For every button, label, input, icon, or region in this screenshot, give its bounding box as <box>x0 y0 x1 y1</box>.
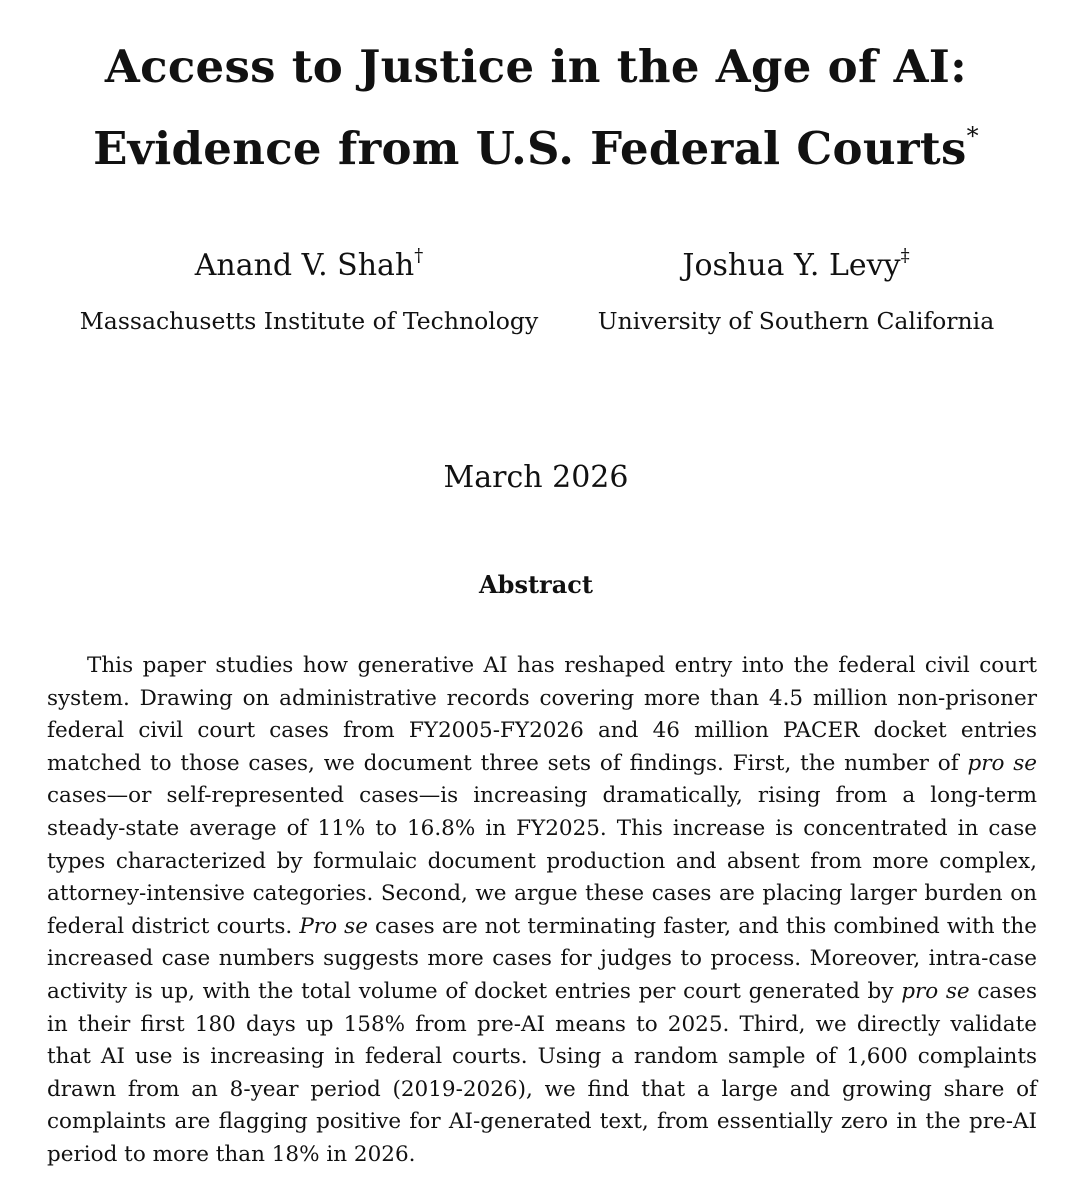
abstract-segment-italic: pro se <box>967 750 1037 776</box>
author-affiliation-2: University of Southern California <box>597 307 995 335</box>
author-affiliation-1: Massachusetts Institute of Technology <box>79 307 539 335</box>
title-line-2-text: Evidence from U.S. Federal Courts <box>93 122 967 175</box>
author-2-footnote-mark: ‡ <box>900 245 910 266</box>
title-line-1: Access to Justice in the Age of AI: <box>104 40 968 93</box>
author-block-2 <box>536 244 1056 336</box>
abstract-segment: cases are not terminating faster, and this combined with the increased case numbers suggests more cases for judges to process. Moreover, intra-case activity is up, with the total volume of docket entries per court generated by <box>47 913 1037 1004</box>
abstract-segment: cases in their first 180 days up 158% from pre-AI means to 2025. Third, we directly validate that AI use is increasing in federal courts. Using a random sample of 1,600 complaints drawn from an 8-year period (2019-2026), we find that a large and growing share of complaints are flagging positive for AI-generated text, from essentially zero in the pre-AI period to more than 18% in 2026. <box>47 978 1038 1167</box>
abstract-heading: Abstract <box>479 570 593 599</box>
abstract-text <box>47 650 1037 1172</box>
author-name-1 <box>49 244 569 288</box>
author-name-2-text: Joshua Y. Levy <box>682 248 901 283</box>
paper-date: March 2026 <box>443 460 629 495</box>
abstract-segment-italic: Pro se <box>299 913 368 939</box>
author-1-footnote-mark: † <box>414 245 424 266</box>
abstract-segment: cases—or self-represented cases—is increasing dramatically, rising from a long-term steady-state average of 11% to 16.8% in FY2025. This increase is concentrated in case types characterized by formulaic document production and absent from more complex, attorney-intensive categories. Second, we argue these cases are placing larger burden on federal district courts. <box>47 783 1037 939</box>
author-block-1 <box>49 244 569 336</box>
author-name-2 <box>536 244 1056 288</box>
paper-title <box>0 26 1072 190</box>
title-footnote-mark: * <box>966 122 979 150</box>
author-name-1-text: Anand V. Shah <box>194 248 415 283</box>
title-line-2 <box>0 108 1072 190</box>
abstract-segment: This paper studies how generative AI has reshaped entry into the federal civil court system. Drawing on administrative records covering more than 4.5 million non-prisoner federal civil court cases from FY2005-FY2026 and 46 million PACER docket entries matched to those cases, we document three sets of findings. First, the number of <box>47 653 1037 776</box>
abstract-segment-italic: pro se <box>901 978 970 1004</box>
